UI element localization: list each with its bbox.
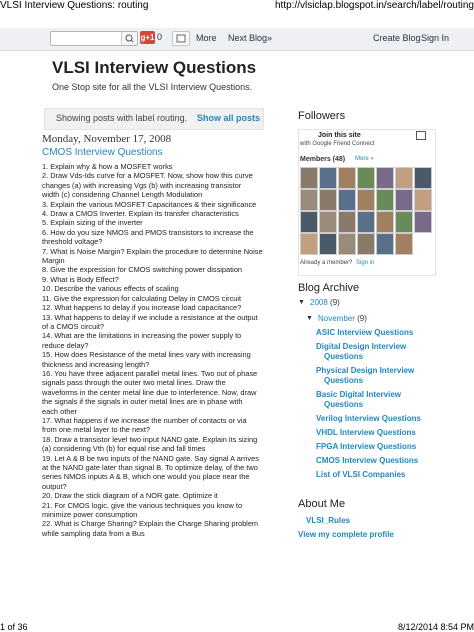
post-body-line: 3. Explain the various MOSFET Capacitances & their significance	[42, 199, 257, 209]
member-avatar[interactable]	[414, 189, 432, 211]
member-avatar[interactable]	[338, 211, 356, 233]
post-body-line: of a CMOS circuit?	[42, 321, 105, 331]
post-body-line: 18. Draw a transistor level two input NAND gate. Explain its sizing	[42, 434, 258, 444]
print-page-url: http://vlsiclap.blogspot.in/search/label/routing	[274, 0, 474, 11]
member-avatar[interactable]	[376, 167, 394, 189]
post-body-line: 12. What happens to delay if you increase load capacitance?	[42, 303, 242, 313]
blog-description: One Stop site for all the VLSI Interview Questions.	[52, 82, 253, 92]
archive-post-link[interactable]: Questions	[324, 352, 364, 361]
archive-month-count: (9)	[357, 314, 367, 323]
author-name-link[interactable]: VLSI_Rules	[306, 516, 351, 525]
post-body-line: 6. How do you size NMOS and PMOS transistors to increase the	[42, 227, 254, 237]
search-button[interactable]	[121, 32, 137, 45]
member-avatar[interactable]	[338, 233, 356, 255]
post-body-line: Margin	[42, 256, 65, 266]
post-body-line: 11. Give the expression for calculating Delay in CMOS circuit	[42, 293, 242, 303]
post-body-line: thickness and increasing length?	[42, 359, 150, 369]
member-avatar[interactable]	[338, 189, 356, 211]
join-site-button[interactable]: Join this site	[318, 132, 361, 139]
member-avatar[interactable]	[300, 167, 318, 189]
post-body-line: 14. What are the limitations in increasing the power supply to	[42, 331, 242, 341]
post-body-line: each other	[42, 406, 77, 416]
join-site-subtitle: with Google Friend Connect	[300, 141, 375, 147]
archive-month[interactable]	[318, 314, 367, 323]
post-body-line: 17. What happens if we increase the number of contacts or via	[42, 415, 247, 425]
post-body-line: 10. Describe the various effects of scaling	[42, 284, 179, 294]
member-avatar[interactable]	[300, 189, 318, 211]
archive-post-link[interactable]: FPGA Interview Questions	[316, 442, 417, 451]
post-body-line: 19. Let A & B be two inputs of the NAND gate. Say signal A arrives	[42, 453, 259, 463]
archive-post-link[interactable]: Digital Design Interview	[316, 342, 407, 351]
about-me-heading: About Me	[298, 498, 346, 510]
more-members-link[interactable]: More »	[355, 156, 374, 162]
member-avatar[interactable]	[338, 167, 356, 189]
search-icon	[122, 32, 137, 45]
post-body-line: signals pass through the outer two metal lines. Draw the	[42, 378, 226, 388]
member-avatar[interactable]	[395, 189, 413, 211]
member-avatar[interactable]	[300, 233, 318, 255]
post-body-line: 5. Explain sizing of the inverter	[42, 218, 143, 228]
archive-post-link[interactable]: Basic Digital Interview	[316, 390, 401, 399]
archive-year-label[interactable]: 2008	[310, 298, 328, 307]
post-body-line: 13. What happens to delay if we include a resistance at the output	[42, 312, 258, 322]
post-body-line: threshold voltage?	[42, 237, 103, 247]
more-menu[interactable]: More	[196, 33, 217, 43]
label-filter-text: Showing posts with label routing.	[56, 113, 188, 123]
post-body-line: changes (a) with increasing Vgs (b) with increasing transistor	[42, 180, 242, 190]
post-body-line: (a) considering Vth (b) for equal rise and fall times	[42, 444, 206, 454]
create-blog-link[interactable]: Create Blog	[373, 33, 421, 43]
post-title[interactable]: CMOS Interview Questions	[42, 147, 163, 158]
member-avatar[interactable]	[357, 189, 375, 211]
member-avatar[interactable]	[319, 167, 337, 189]
archive-post-link[interactable]: ASIC Interview Questions	[316, 328, 414, 337]
post-body-line: from one metal layer to the next?	[42, 425, 151, 435]
followers-heading: Followers	[298, 110, 346, 122]
post-body-line: 9. What is Body Effect?	[42, 274, 119, 284]
post-body-line: at the NAND gate later than signal B. To optimize delay, of the two	[42, 463, 258, 472]
archive-year-count: (9)	[330, 298, 340, 307]
show-all-posts-link[interactable]: Show all posts	[197, 113, 261, 123]
member-avatar[interactable]	[376, 189, 394, 211]
post-body-line: series NMOS inputs A & B, which one would you place near the	[42, 472, 250, 482]
post-body-line: 7. What is Noise Margin? Explain the procedure to determine Noise	[42, 246, 263, 256]
member-avatar[interactable]	[357, 233, 375, 255]
member-avatar[interactable]	[395, 167, 413, 189]
print-page-number: 1 of 36	[0, 622, 28, 632]
archive-post-link[interactable]: Questions	[324, 376, 364, 385]
post-body-line: 22. What is Charge Sharing? Explain the Charge Sharing problem	[42, 519, 259, 529]
sign-in-link[interactable]: Sign In	[421, 33, 450, 43]
print-page-title: VLSI Interview Questions: routing	[0, 0, 149, 11]
blogger-navbar	[0, 28, 474, 51]
expand-triangle-icon[interactable]: ▼	[298, 299, 305, 306]
archive-post-link[interactable]: List of VLSI Companies	[316, 470, 406, 479]
members-count: Members (48)	[300, 156, 346, 163]
share-icon	[173, 32, 189, 45]
member-avatar[interactable]	[376, 211, 394, 233]
post-body	[42, 162, 282, 538]
post-body-line: 21. For CMOS logic, give the various techniques you know to	[42, 500, 243, 510]
post-body-line: 2. Draw Vds-Ids curve for a MOSFET. Now, show how this curve	[42, 171, 253, 181]
blog-archive-heading: Blog Archive	[298, 282, 360, 294]
post-body-line: 16. You have three adjacent parallel metal lines. Two out of phase	[42, 368, 258, 378]
already-member-text: Already a member?	[300, 260, 353, 266]
print-timestamp: 8/12/2014 8:54 PM	[397, 622, 474, 632]
archive-post-link[interactable]: VHDL Interview Questions	[316, 428, 416, 437]
post-body-line: the signals if the signals in outer metal lines are in phase with	[42, 397, 243, 407]
post-body-line: 15. How does Resistance of the metal lines vary with increasing	[42, 350, 251, 360]
post-body-line: 8. Give the expression for CMOS switching power dissipation	[42, 265, 243, 275]
archive-post-link[interactable]: Questions	[324, 400, 364, 409]
post-body-line: width (c) considering Channel Length Modulation	[42, 190, 203, 200]
followers-sign-in-link[interactable]: Sign in	[356, 260, 375, 266]
archive-post-link[interactable]: CMOS Interview Questions	[316, 456, 419, 465]
post-body-line: output?	[42, 481, 67, 491]
post-body-line: waveforms in the center metal line due to interference. Now, draw	[42, 387, 257, 397]
post-body-line: 1. Explain why & how a MOSFET works	[42, 162, 173, 171]
archive-post-link[interactable]: Physical Design Interview	[316, 366, 415, 375]
next-blog-link[interactable]: Next Blog»	[228, 33, 273, 43]
member-avatar[interactable]	[395, 211, 413, 233]
post-body-line: 20. Draw the stick diagram of a NOR gate. Optimize it	[42, 491, 218, 501]
expand-icon[interactable]	[416, 131, 426, 140]
member-avatar[interactable]	[357, 167, 375, 189]
blog-title[interactable]: VLSI Interview Questions	[52, 58, 257, 77]
member-avatar[interactable]	[300, 211, 318, 233]
expand-triangle-icon[interactable]: ▼	[306, 315, 313, 322]
archive-year[interactable]	[310, 298, 340, 307]
post-date: Monday, November 17, 2008	[42, 133, 172, 145]
member-avatar[interactable]	[319, 189, 337, 211]
member-avatar[interactable]	[414, 211, 432, 233]
google-plus-one-button[interactable]: g+1	[140, 33, 155, 42]
member-avatar[interactable]	[414, 167, 432, 189]
archive-month-label[interactable]: November	[318, 314, 355, 323]
post-body-line: minimize power consumption	[42, 510, 138, 520]
google-plus-count: 0	[157, 32, 163, 42]
share-button[interactable]	[172, 31, 190, 46]
member-avatar[interactable]	[376, 233, 394, 255]
post-body-line: reduce delay?	[42, 340, 89, 350]
member-avatar[interactable]	[395, 233, 413, 255]
view-profile-link[interactable]: View my complete profile	[298, 530, 394, 539]
member-avatar[interactable]	[319, 211, 337, 233]
post-body-line: 4. Draw a CMOS Inverter. Explain its transfer characteristics	[42, 209, 239, 219]
archive-post-link[interactable]: Verilog Interview Questions	[316, 414, 421, 423]
post-body-line: while sampling data from a Bus	[42, 528, 145, 538]
member-avatar[interactable]	[319, 233, 337, 255]
member-avatar[interactable]	[357, 211, 375, 233]
